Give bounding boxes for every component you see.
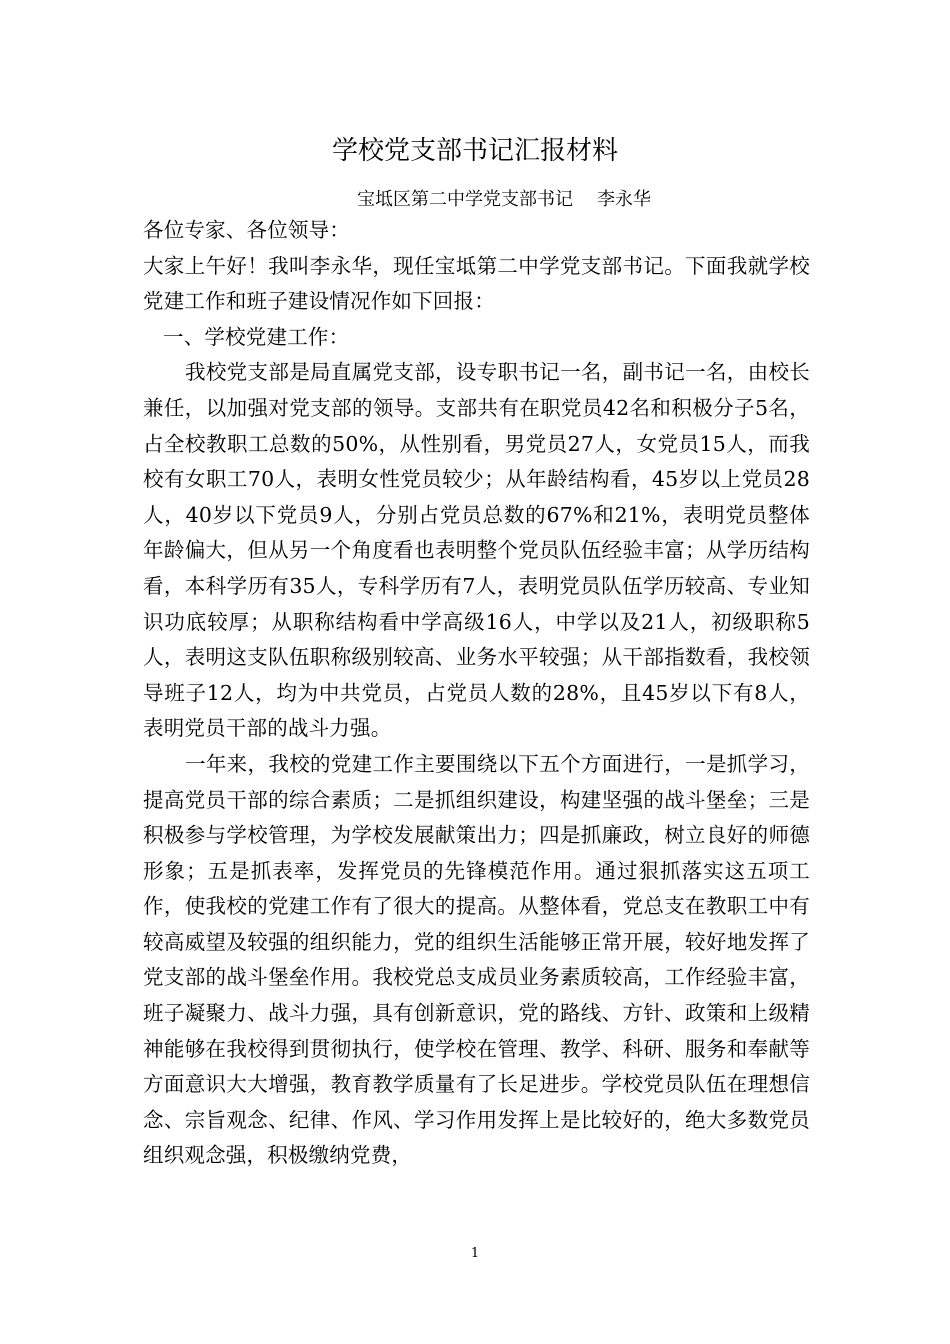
document-byline	[0, 186, 950, 214]
byline-organization: 宝坻区第二中学党支部书记	[357, 189, 573, 210]
body-paragraph: 我校党支部是局直属党支部，设专职书记一名，副书记一名，由校长兼任，以加强对党支部的领导。支部共有在职党员42名和积极分子5名，占全校教职工总数的50%，从性别看，男党员27人，女党员15人，而我校有女职工70人，表明女性党员较少；从年龄结构看，45岁以上党员28人，40岁以下党员9人，分别占党员总数的67%和21%，表明党员整体年龄偏大，但从另一个角度看也表明整个党员队伍经验丰富；从学历结构看，本科学历有35人，专科学历有7人，表明党员队伍学历较高、专业知识功底较厚；从职称结构看中学高级16人，中学以及21人，初级职称5人，表明这支队伍职称级别较高、业务水平较强；从干部指数看，我校领导班子12人，均为中共党员，占党员人数的28%，且45岁以下有8人，表明党员干部的战斗力强。	[143, 360, 810, 741]
salutation: 各位专家、各位领导：	[143, 218, 350, 242]
document-title: 学校党支部书记汇报材料	[331, 136, 618, 166]
intro-paragraph: 大家上午好！我叫李永华，现任宝坻第二中学党支部书记。下面我就学校党建工作和班子建设情况作如下回报：	[143, 253, 810, 314]
document-body	[143, 213, 810, 1174]
section-heading: 一、学校党建工作：	[163, 324, 350, 349]
byline-author: 李永华	[597, 189, 651, 210]
page-number: 1	[470, 1246, 480, 1261]
body-paragraph: 一年来，我校的党建工作主要围绕以下五个方面进行，一是抓学习，提高党员干部的综合素质；二是抓组织建设，构建坚强的战斗堡垒；三是积极参与学校管理，为学校发展献策出力；四是抓廉政，树立良好的师德形象；五是抓表率，发挥党员的先锋模范作用。通过狠抓落实这五项工作，使我校的党建工作有了很大的提高。从整体看，党总支在教职工中有较高威望及较强的组织能力，党的组织生活能够正常开展，较好地发挥了党支部的战斗堡垒作用。我校党总支成员业务素质较高，工作经验丰富，班子凝聚力、战斗力强，具有创新意识，党的路线、方针、政策和上级精神能够在我校得到贯彻执行，使学校在管理、教学、科研、服务和奉献等方面意识大大增强，教育教学质量有了长足进步。学校党员队伍在理想信念、宗旨观念、纪律、作风、学习作用发挥上是比较好的，绝大多数党员组织观念强，积极缴纳党费，	[143, 751, 810, 1168]
